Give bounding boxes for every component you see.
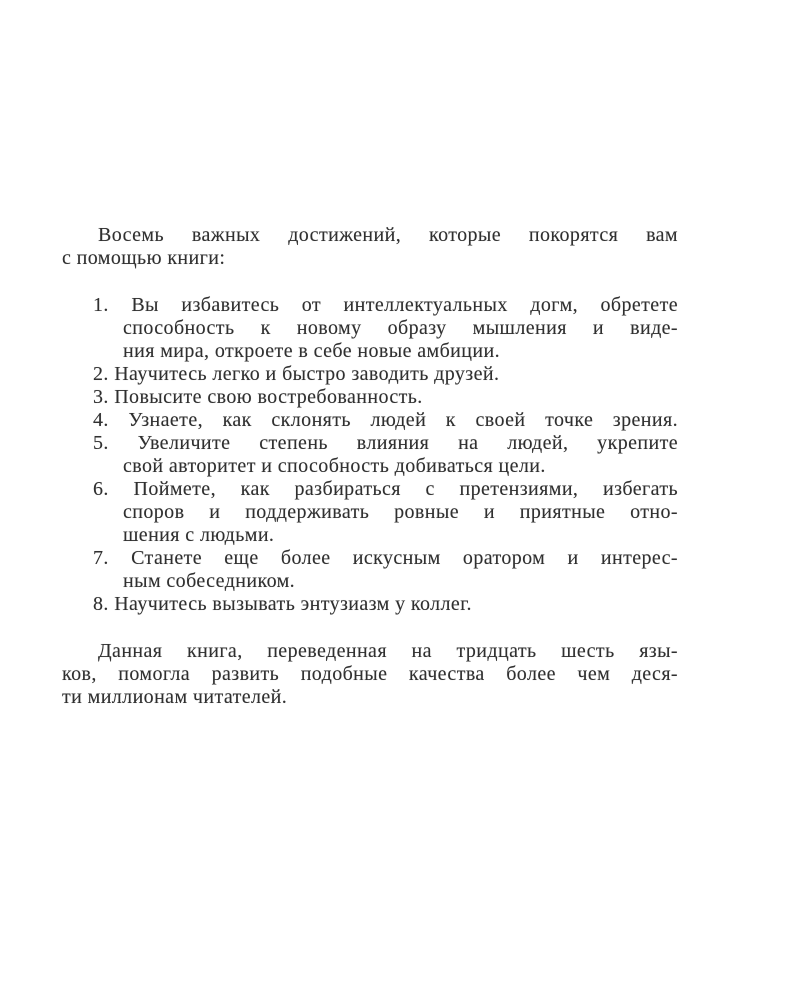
item-number: 1. [93, 294, 109, 316]
list-item [62, 386, 678, 409]
item-text: Научитесь вызывать энтузиазм у коллег. [114, 593, 472, 615]
list-item [62, 363, 678, 386]
text-line [62, 478, 678, 501]
list-item [62, 547, 678, 593]
text-line: шения с людьми. [123, 524, 275, 546]
text-line: свой авторитет и способность добиваться цели. [123, 455, 546, 477]
item-number: 2. [93, 363, 109, 385]
item-text: Вы избавитесь от интеллектуальных догм, обретете [131, 294, 678, 316]
closing-paragraph [62, 640, 678, 709]
list-item [62, 478, 678, 547]
item-number: 3. [93, 386, 109, 408]
item-number: 7. [93, 547, 109, 569]
item-text: Поймете, как разбираться с претензиями, избегать [133, 478, 678, 500]
item-number: 4. [93, 409, 109, 431]
text-line: способность к новому образу мышления и виде- [123, 317, 678, 339]
text-line [62, 432, 678, 455]
item-text: Узнаете, как склонять людей к своей точке зрения. [128, 409, 678, 431]
text-line [62, 386, 678, 409]
text-line: Данная книга, переведенная на тридцать шесть язы- [98, 640, 678, 662]
text-line: ным собеседником. [123, 570, 296, 592]
item-text: Станете еще более искусным оратором и интерес- [131, 547, 678, 569]
paragraph-gap [62, 270, 678, 294]
list-item [62, 593, 678, 616]
text-line [62, 547, 678, 570]
item-number: 8. [93, 593, 109, 615]
paragraph-gap [62, 616, 678, 640]
item-text: Повысите свою востребованность. [114, 386, 423, 408]
achievements-list [62, 294, 678, 616]
text-line [62, 593, 678, 616]
text-line: с помощью книги: [62, 247, 226, 269]
item-text: Научитесь легко и быстро заводить друзей. [114, 363, 500, 385]
text-line [62, 294, 678, 317]
item-text: Увеличите степень влияния на людей, укрепите [137, 432, 679, 454]
text-line: споров и поддерживать ровные и приятные отно- [123, 501, 678, 523]
text-line [62, 363, 678, 386]
text-line [62, 409, 678, 432]
text-line: ния мира, откроете в себе новые амбиции. [123, 340, 500, 362]
text-line: ков, помогла развить подобные качества более чем деся- [62, 663, 678, 685]
list-item [62, 294, 678, 363]
item-number: 5. [93, 432, 109, 454]
text-line: Восемь важных достижений, которые покорятся вам [98, 224, 678, 246]
item-number: 6. [93, 478, 109, 500]
list-item [62, 409, 678, 432]
book-page-text-block [62, 224, 678, 709]
intro-paragraph [62, 224, 678, 270]
list-item [62, 432, 678, 478]
text-line: ти миллионам читателей. [62, 686, 288, 708]
